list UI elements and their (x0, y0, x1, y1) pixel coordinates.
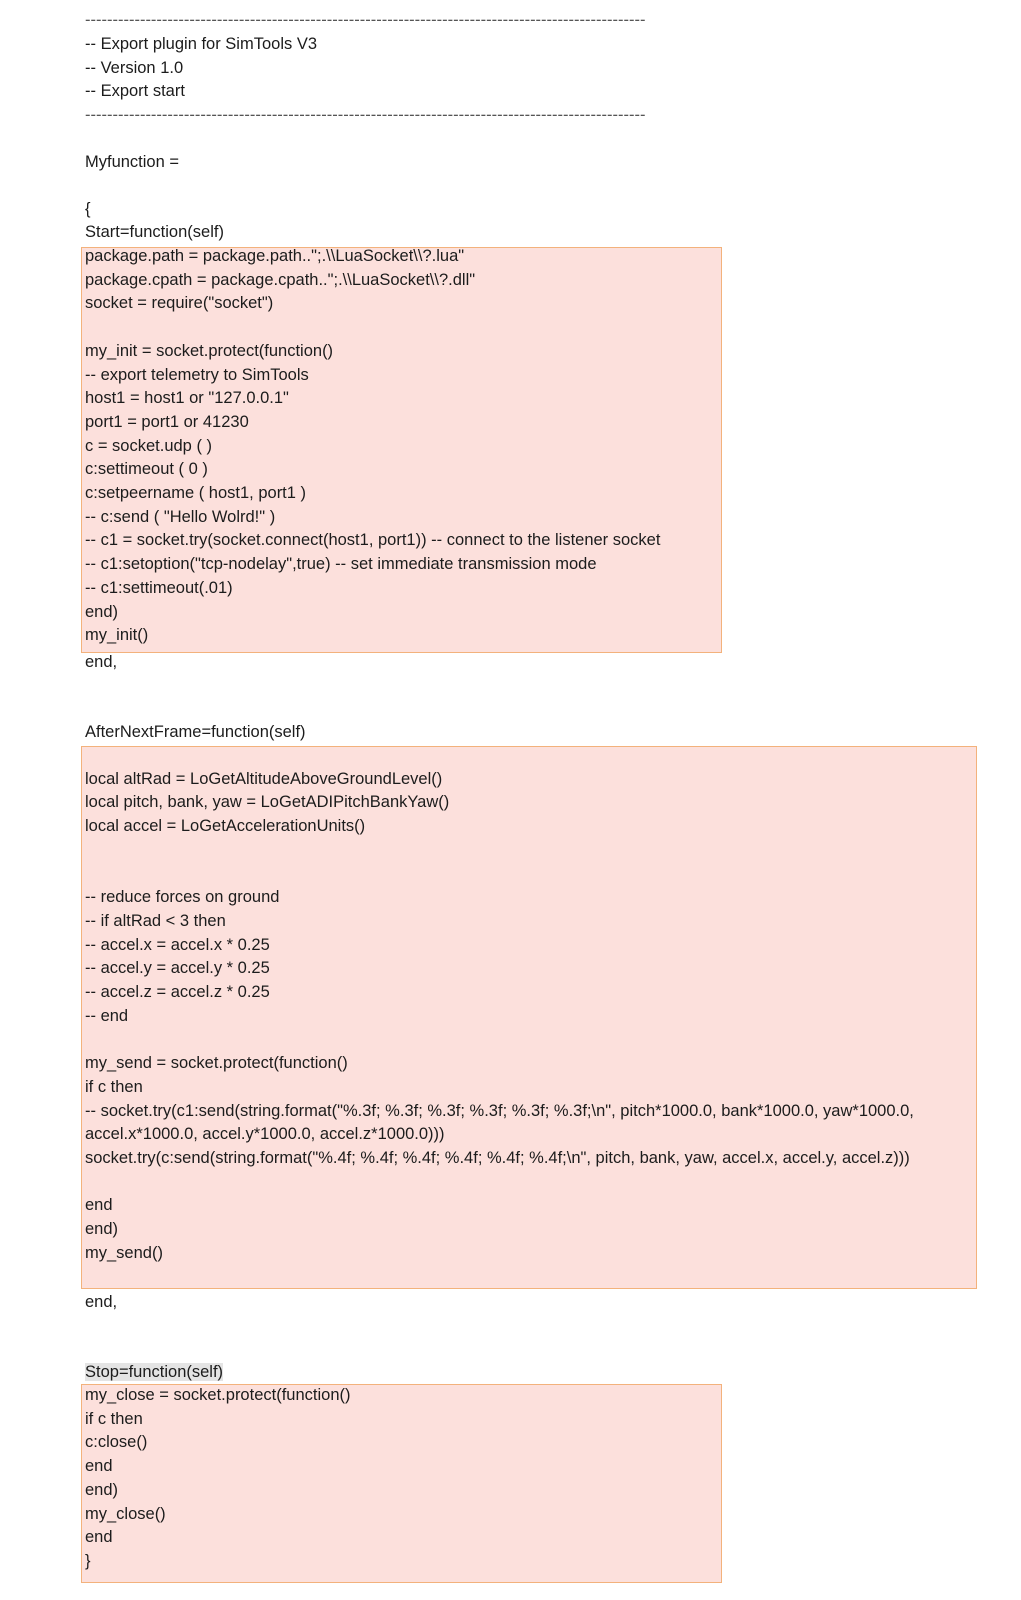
after-end: end, (85, 1293, 118, 1311)
start-code-line: c:settimeout ( 0 ) (85, 460, 208, 479)
start-end: end, (85, 653, 118, 671)
start-code-line: host1 = host1 or "127.0.0.1" (85, 389, 289, 408)
after-code-line: -- accel.x = accel.x * 0.25 (85, 935, 270, 954)
header-rule-top: ------------------------------------------------------------------------------------------------------ (85, 11, 646, 29)
start-signature: Start=function(self) (85, 223, 224, 241)
after-code-line: my_send = socket.protect(function() (85, 1054, 348, 1073)
stop-code-line: end (85, 1457, 113, 1476)
after-code-line: end (85, 1196, 113, 1215)
after-code-line: local altRad = LoGetAltitudeAboveGroundLevel() (85, 769, 443, 788)
after-code-line: -- socket.try(c1:send(string.format("%.3f; %.3f; %.3f; %.3f; %.3f; %.3f;\n", pitch*1000.0, bank*1000.0, yaw*1000.0, (85, 1101, 914, 1120)
start-code-line: -- export telemetry to SimTools (85, 365, 309, 384)
stop-code-line: if c then (85, 1409, 143, 1428)
stop-code-line: my_close() (85, 1504, 166, 1523)
stop-code-line: end (85, 1528, 113, 1547)
start-code-line: package.cpath = package.cpath..";.\\LuaSocket\\?.dll" (85, 270, 476, 289)
start-code-line: -- c1 = socket.try(socket.connect(host1, port1)) -- connect to the listener socket (85, 531, 661, 550)
stop-code-line: c:close() (85, 1433, 148, 1452)
header-rule-bottom: ------------------------------------------------------------------------------------------------------ (85, 106, 646, 124)
start-code-line: my_init = socket.protect(function() (85, 341, 334, 360)
after-code-line: -- accel.y = accel.y * 0.25 (85, 959, 270, 978)
start-code-line: socket = require("socket") (85, 294, 274, 313)
after-code-line: -- accel.z = accel.z * 0.25 (85, 983, 270, 1001)
myfunction-declaration: Myfunction = (85, 153, 180, 171)
after-code-line: if c then (85, 1077, 143, 1096)
stop-signature (85, 1361, 223, 1385)
start-code-line: -- c1:settimeout(.01) (85, 578, 233, 597)
start-code-line: end) (85, 602, 119, 621)
after-code-line: -- if altRad < 3 then (85, 911, 226, 930)
after-code-line: -- reduce forces on ground (85, 888, 280, 907)
start-code-line: -- c:send ( "Hello Wolrd!" ) (85, 507, 276, 526)
header-start: -- Export start (85, 82, 185, 100)
stop-body-highlight (81, 1384, 722, 1583)
myfunction-open-brace: { (85, 200, 91, 218)
start-code-line: c:setpeername ( host1, port1 ) (85, 484, 307, 502)
start-code-line: -- c1:setoption("tcp-nodelay",true) -- set immediate transmission mode (85, 555, 597, 574)
after-code-line: socket.try(c:send(string.format("%.4f; %.4f; %.4f; %.4f; %.4f; %.4f;\n", pitch, bank, yaw, accel.x, accel.y, accel.z))) (85, 1148, 910, 1167)
start-code-line: package.path = package.path..";.\\LuaSocket\\?.lua" (85, 247, 465, 265)
stop-signature-selection: Stop=function(self) (85, 1363, 224, 1381)
stop-code-line: end) (85, 1480, 119, 1499)
start-code-line: c = socket.udp ( ) (85, 436, 213, 455)
after-code-line: my_send() (85, 1243, 163, 1262)
after-code-line: end) (85, 1220, 119, 1238)
stop-code-line: } (85, 1551, 91, 1570)
start-code-line: port1 = port1 or 41230 (85, 412, 249, 431)
after-code-line: accel.x*1000.0, accel.y*1000.0, accel.z*1000.0))) (85, 1125, 445, 1144)
after-code-line: -- end (85, 1006, 129, 1025)
header-version: -- Version 1.0 (85, 59, 184, 77)
start-code-line: my_init() (85, 626, 149, 645)
after-code-line: local pitch, bank, yaw = LoGetADIPitchBankYaw() (85, 793, 450, 812)
stop-code-line: my_close = socket.protect(function() (85, 1386, 351, 1404)
after-signature: AfterNextFrame=function(self) (85, 723, 306, 741)
header-title: -- Export plugin for SimTools V3 (85, 35, 318, 53)
after-code-line: local accel = LoGetAccelerationUnits() (85, 817, 366, 836)
